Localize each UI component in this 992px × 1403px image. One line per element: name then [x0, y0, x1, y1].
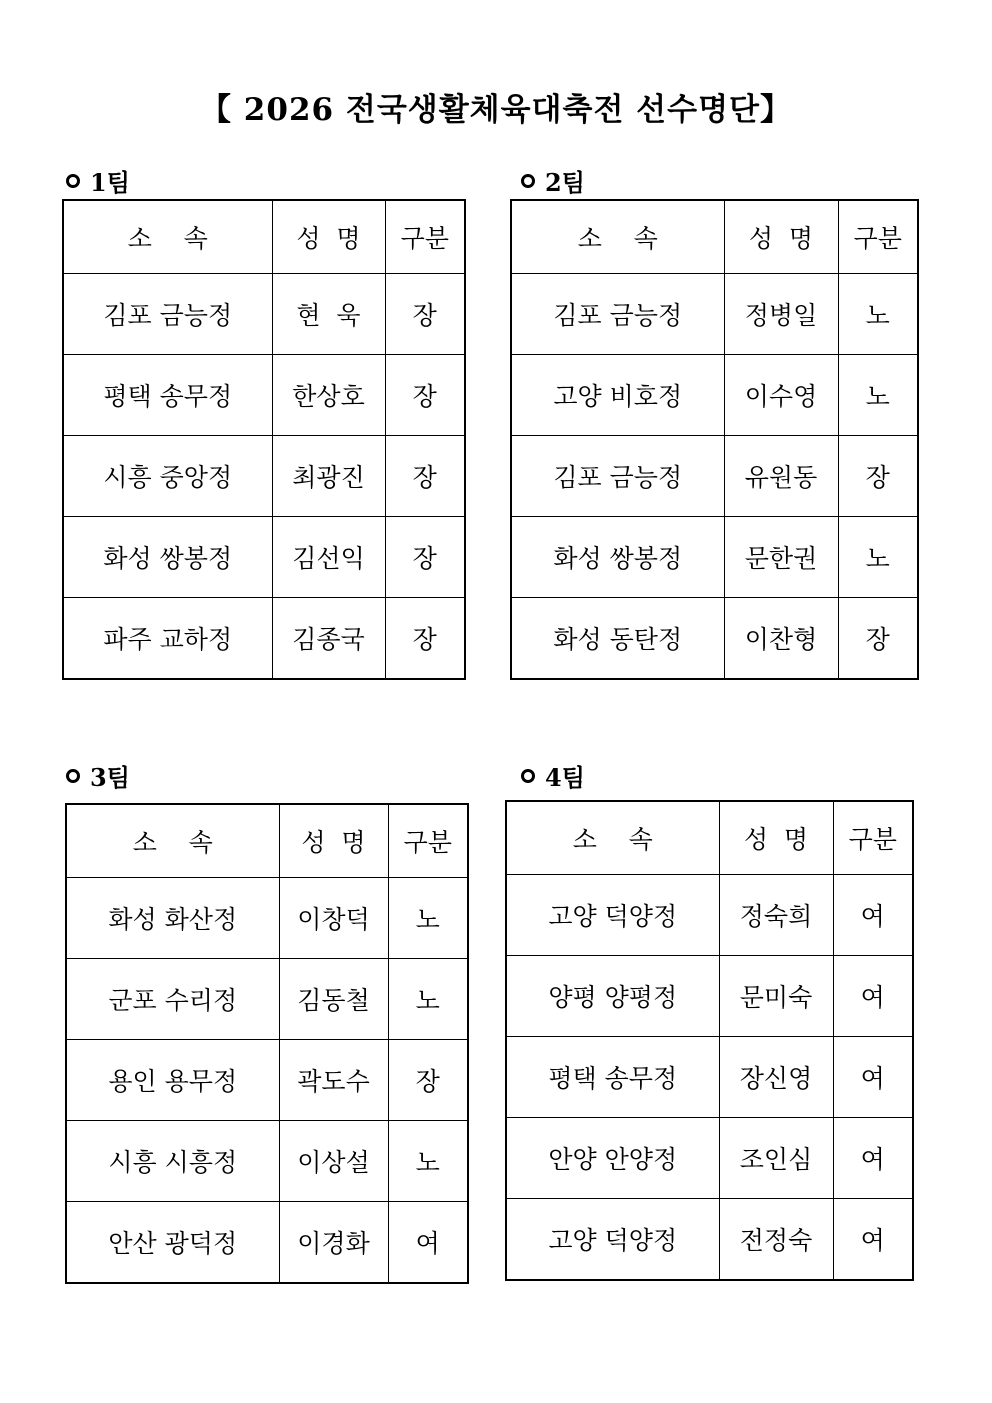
cell-category: 여 — [388, 1202, 468, 1284]
cell-name: 정숙희 — [719, 875, 833, 956]
cell-name: 장신영 — [719, 1037, 833, 1118]
table-header-row — [506, 801, 913, 875]
circle-bullet-icon — [66, 174, 80, 188]
circle-bullet-icon — [521, 769, 535, 783]
cell-name: 조인심 — [719, 1118, 833, 1199]
team-3-table — [65, 803, 469, 1284]
circle-bullet-icon — [521, 174, 535, 188]
table-row — [66, 1040, 468, 1121]
cell-name: 김선익 — [272, 517, 385, 598]
cell-affiliation: 군포 수리정 — [66, 959, 279, 1040]
table-row — [66, 1121, 468, 1202]
cell-affiliation: 화성 동탄정 — [511, 598, 724, 680]
team-2-table — [510, 199, 919, 680]
team-4-title: 4팀 — [545, 763, 585, 792]
table-row — [511, 355, 918, 436]
table-row — [506, 956, 913, 1037]
cell-category: 장 — [388, 1040, 468, 1121]
cell-affiliation: 화성 쌍봉정 — [511, 517, 724, 598]
cell-category: 노 — [388, 1121, 468, 1202]
cell-affiliation: 고양 덕양정 — [506, 875, 719, 956]
cell-category: 노 — [388, 959, 468, 1040]
table-row — [63, 274, 465, 355]
team-2-title: 2팀 — [545, 168, 585, 197]
cell-affiliation: 평택 송무정 — [506, 1037, 719, 1118]
cell-category: 여 — [833, 875, 913, 956]
cell-name: 정병일 — [724, 274, 838, 355]
cell-name: 곽도수 — [279, 1040, 388, 1121]
cell-affiliation: 김포 금능정 — [63, 274, 272, 355]
table-row — [63, 436, 465, 517]
cell-affiliation: 김포 금능정 — [511, 436, 724, 517]
cell-affiliation: 양평 양평정 — [506, 956, 719, 1037]
cell-name: 전정숙 — [719, 1199, 833, 1281]
cell-affiliation: 안산 광덕정 — [66, 1202, 279, 1284]
cell-affiliation: 고양 비호정 — [511, 355, 724, 436]
cell-affiliation: 화성 쌍봉정 — [63, 517, 272, 598]
cell-category: 여 — [833, 1037, 913, 1118]
page-title: 【 2026 전국생활체육대축전 선수명단】 — [200, 92, 792, 128]
header-name: 성 명 — [279, 804, 388, 878]
team-1-table — [62, 199, 466, 680]
cell-category: 장 — [385, 436, 465, 517]
cell-category: 노 — [838, 517, 918, 598]
team-3-label — [66, 758, 130, 793]
cell-name: 이창덕 — [279, 878, 388, 959]
header-name: 성 명 — [272, 200, 385, 274]
cell-category: 장 — [385, 355, 465, 436]
header-category: 구분 — [833, 801, 913, 875]
table-row — [511, 517, 918, 598]
table-row — [511, 436, 918, 517]
cell-category: 장 — [385, 274, 465, 355]
header-category: 구분 — [385, 200, 465, 274]
team-4-label — [521, 758, 585, 793]
cell-name: 유원동 — [724, 436, 838, 517]
cell-affiliation: 평택 송무정 — [63, 355, 272, 436]
header-affiliation: 소 속 — [506, 801, 719, 875]
table-row — [511, 598, 918, 680]
cell-affiliation: 용인 용무정 — [66, 1040, 279, 1121]
cell-affiliation: 시흥 시흥정 — [66, 1121, 279, 1202]
header-category: 구분 — [838, 200, 918, 274]
cell-name: 이수영 — [724, 355, 838, 436]
cell-name: 문미숙 — [719, 956, 833, 1037]
table-row — [506, 1037, 913, 1118]
header-affiliation: 소 속 — [511, 200, 724, 274]
header-category: 구분 — [388, 804, 468, 878]
cell-name: 현 욱 — [272, 274, 385, 355]
cell-name: 이경화 — [279, 1202, 388, 1284]
team-3-title: 3팀 — [90, 763, 130, 792]
cell-name: 이찬형 — [724, 598, 838, 680]
cell-category: 여 — [833, 1118, 913, 1199]
cell-name: 문한권 — [724, 517, 838, 598]
cell-category: 장 — [385, 517, 465, 598]
cell-category: 장 — [385, 598, 465, 680]
table-row — [66, 878, 468, 959]
table-row — [66, 959, 468, 1040]
circle-bullet-icon — [66, 769, 80, 783]
table-row — [506, 875, 913, 956]
cell-category: 노 — [388, 878, 468, 959]
header-affiliation: 소 속 — [63, 200, 272, 274]
cell-category: 장 — [838, 598, 918, 680]
cell-name: 한상호 — [272, 355, 385, 436]
cell-affiliation: 안양 안양정 — [506, 1118, 719, 1199]
table-header-row — [66, 804, 468, 878]
cell-category: 장 — [838, 436, 918, 517]
cell-name: 최광진 — [272, 436, 385, 517]
team-4-table — [505, 800, 914, 1281]
cell-name: 김종국 — [272, 598, 385, 680]
cell-affiliation: 시흥 중앙정 — [63, 436, 272, 517]
table-row — [506, 1118, 913, 1199]
team-1-label — [66, 163, 130, 198]
header-name: 성 명 — [724, 200, 838, 274]
header-name: 성 명 — [719, 801, 833, 875]
cell-affiliation: 파주 교하정 — [63, 598, 272, 680]
cell-category: 노 — [838, 355, 918, 436]
cell-category: 여 — [833, 1199, 913, 1281]
cell-affiliation: 고양 덕양정 — [506, 1199, 719, 1281]
team-2-label — [521, 163, 585, 198]
table-row — [511, 274, 918, 355]
cell-category: 여 — [833, 956, 913, 1037]
table-row — [66, 1202, 468, 1284]
cell-affiliation: 김포 금능정 — [511, 274, 724, 355]
table-row — [63, 517, 465, 598]
table-header-row — [511, 200, 918, 274]
cell-affiliation: 화성 화산정 — [66, 878, 279, 959]
header-affiliation: 소 속 — [66, 804, 279, 878]
table-row — [506, 1199, 913, 1281]
table-row — [63, 598, 465, 680]
table-row — [63, 355, 465, 436]
cell-name: 이상설 — [279, 1121, 388, 1202]
table-header-row — [63, 200, 465, 274]
team-1-title: 1팀 — [90, 168, 130, 197]
cell-name: 김동철 — [279, 959, 388, 1040]
cell-category: 노 — [838, 274, 918, 355]
